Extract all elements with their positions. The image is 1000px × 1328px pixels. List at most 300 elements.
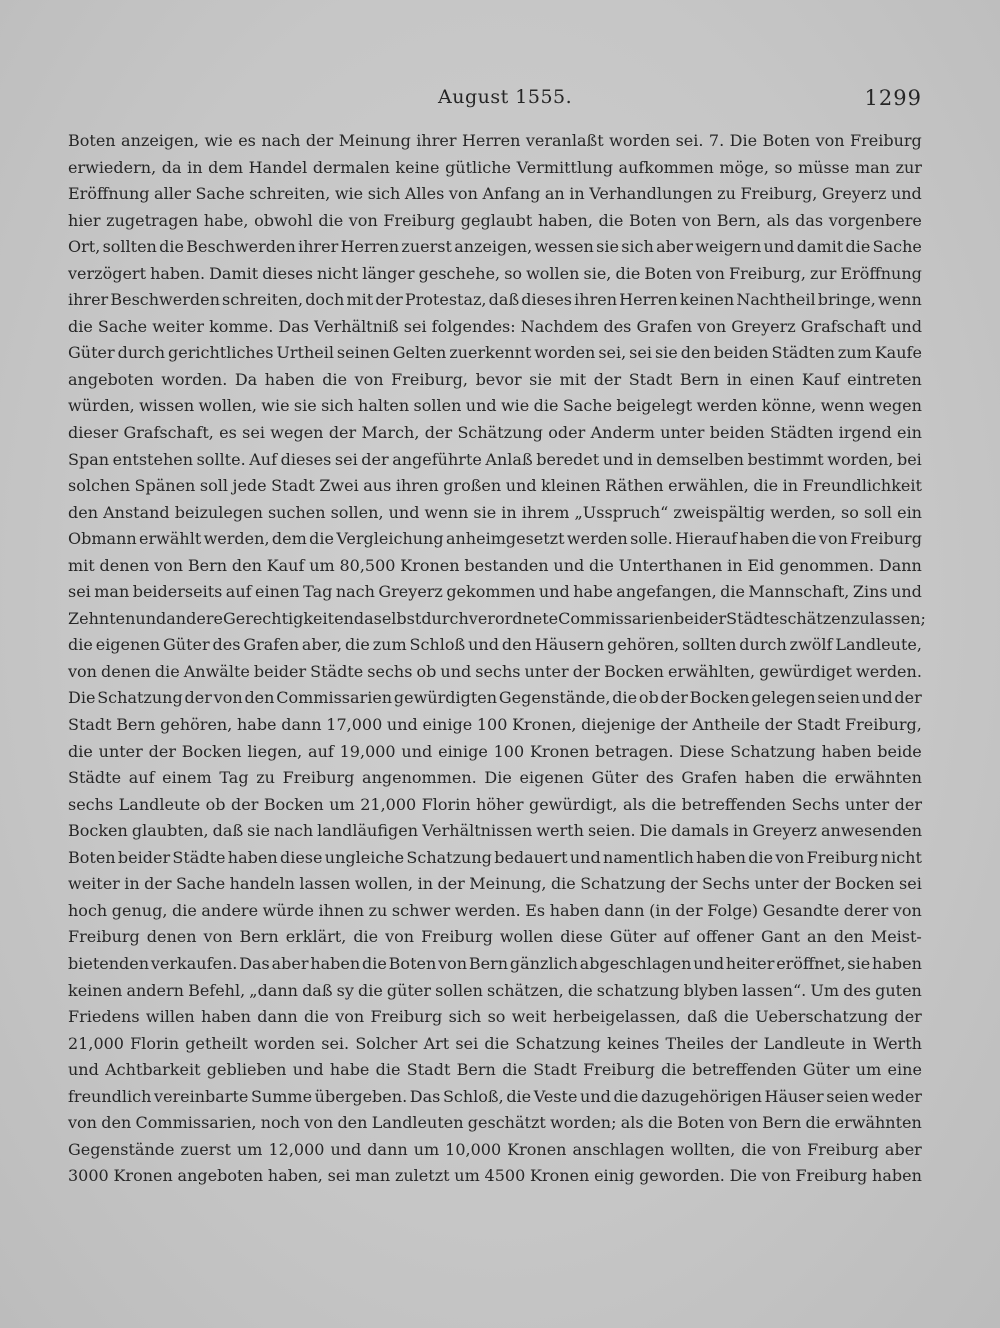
word: zweispältig bbox=[673, 502, 765, 522]
word: den bbox=[680, 343, 711, 363]
text-line bbox=[68, 951, 922, 978]
word: und bbox=[505, 476, 537, 496]
word: ein bbox=[897, 502, 922, 522]
word: sich bbox=[321, 396, 354, 416]
word: herbeigelassen, bbox=[552, 1007, 681, 1027]
word: 19,000 bbox=[339, 741, 396, 761]
word: angeboten bbox=[68, 369, 154, 389]
word: um bbox=[454, 1166, 480, 1186]
word: den bbox=[501, 635, 532, 655]
word: unter bbox=[98, 741, 143, 761]
word: sollen bbox=[413, 396, 462, 416]
word: der bbox=[675, 900, 703, 920]
word: Boten bbox=[68, 847, 116, 867]
word: hier bbox=[68, 210, 101, 230]
word: daß bbox=[488, 290, 520, 310]
word: so bbox=[504, 263, 523, 283]
word: Sechs bbox=[701, 874, 750, 894]
word: habe, bbox=[203, 210, 249, 230]
word: 17,000 bbox=[326, 715, 383, 735]
word: und bbox=[693, 953, 725, 973]
word: Sechs bbox=[791, 794, 840, 814]
word: haben bbox=[201, 1007, 251, 1027]
word: die bbox=[748, 847, 774, 867]
word: des bbox=[212, 635, 241, 655]
word: Gant bbox=[760, 927, 800, 947]
word: auf bbox=[225, 582, 252, 602]
word: Kronen bbox=[530, 1166, 590, 1186]
word: sei. bbox=[675, 131, 704, 150]
word: Bocken bbox=[689, 688, 750, 708]
word: ihrer bbox=[68, 290, 109, 310]
word: geworden. bbox=[639, 1166, 725, 1186]
word: angefangen, bbox=[616, 582, 717, 602]
text-line bbox=[68, 287, 922, 314]
word: gewürdiget bbox=[759, 661, 852, 681]
word: namentlich bbox=[603, 847, 694, 867]
word: zuerkennt bbox=[449, 343, 532, 363]
word: derer bbox=[843, 900, 889, 920]
word: Güter bbox=[68, 343, 115, 363]
word: von bbox=[815, 131, 845, 150]
word: eintreten bbox=[847, 369, 922, 389]
word: verzögert bbox=[68, 263, 147, 283]
word: Freiburg bbox=[68, 927, 140, 947]
word: 7. bbox=[708, 131, 725, 150]
word: an bbox=[544, 184, 565, 204]
word: wie bbox=[334, 184, 364, 204]
word: Kronen bbox=[113, 1166, 173, 1186]
word: Freiburg bbox=[583, 1060, 655, 1080]
text-line bbox=[68, 1084, 922, 1111]
word: durch bbox=[421, 608, 469, 628]
word: haben, bbox=[267, 1166, 323, 1186]
word: die bbox=[615, 263, 641, 283]
word: angeführte bbox=[392, 449, 482, 469]
word: und bbox=[891, 316, 922, 336]
word: Güter bbox=[609, 927, 657, 947]
word: sechs bbox=[68, 794, 114, 814]
word: die bbox=[68, 741, 93, 761]
word: jede bbox=[232, 476, 267, 496]
word: sei bbox=[68, 582, 91, 602]
word: anzeigen, bbox=[121, 131, 200, 150]
word: zum bbox=[372, 635, 407, 655]
word: werden. bbox=[454, 900, 521, 920]
word: haben bbox=[549, 900, 600, 920]
word: soll bbox=[863, 502, 893, 522]
word: bedauert bbox=[494, 847, 568, 867]
word: Bern bbox=[239, 927, 279, 947]
word: lassen“. bbox=[742, 980, 807, 1000]
word: wegen bbox=[270, 423, 324, 443]
text-line bbox=[68, 526, 922, 553]
word: haben bbox=[696, 847, 746, 867]
word: worden bbox=[254, 1033, 316, 1053]
word: halten bbox=[358, 396, 410, 416]
word: Gerechtigkeiten bbox=[222, 608, 354, 628]
word: der bbox=[593, 369, 622, 389]
word: Art bbox=[423, 1033, 450, 1053]
word: der bbox=[305, 131, 334, 150]
word: keines bbox=[607, 1033, 660, 1053]
word: Freiburg bbox=[383, 210, 456, 230]
word: 10,000 bbox=[445, 1139, 502, 1159]
word: sy bbox=[336, 980, 354, 1000]
word: sei bbox=[899, 874, 922, 894]
word: ein bbox=[897, 423, 922, 443]
word: Verhandlungen bbox=[589, 184, 713, 204]
word: der bbox=[894, 794, 922, 814]
word: bringe, bbox=[817, 290, 876, 310]
word: „dann bbox=[249, 980, 298, 1000]
word: werden bbox=[566, 529, 628, 549]
word: von bbox=[335, 1007, 365, 1027]
word: anzeigen, bbox=[454, 237, 533, 257]
word: die bbox=[802, 768, 828, 788]
word: Freiburg, bbox=[844, 715, 922, 735]
word: Verhältnissen bbox=[422, 821, 533, 841]
word: gütliche bbox=[445, 157, 512, 177]
word: folgendes: bbox=[431, 316, 516, 336]
word: von bbox=[772, 1139, 802, 1159]
word: unter bbox=[844, 794, 890, 814]
word: dieser bbox=[68, 423, 119, 443]
word: Boten bbox=[388, 953, 437, 973]
word: 12,000 bbox=[268, 1139, 325, 1159]
word: liegen, bbox=[247, 741, 303, 761]
word: Bocken bbox=[604, 661, 664, 681]
word: zuerst bbox=[401, 237, 452, 257]
word: und bbox=[468, 635, 499, 655]
word: Gesandte bbox=[762, 900, 840, 920]
word: von bbox=[728, 1113, 758, 1133]
word: in bbox=[726, 369, 743, 389]
word: blyben bbox=[683, 980, 739, 1000]
word: zugetragen bbox=[106, 210, 199, 230]
word: die bbox=[651, 794, 677, 814]
word: die bbox=[322, 369, 348, 389]
word: vereinbarte bbox=[154, 1086, 249, 1106]
word: einen bbox=[749, 369, 795, 389]
word: man bbox=[94, 582, 130, 602]
word: der bbox=[764, 715, 793, 735]
word: Freiburg bbox=[850, 131, 922, 150]
word: ob bbox=[416, 661, 437, 681]
word: demselben bbox=[656, 449, 744, 469]
word: haben bbox=[227, 847, 278, 867]
word: haben bbox=[739, 529, 790, 549]
word: schwer bbox=[391, 900, 451, 920]
word: man bbox=[355, 1166, 391, 1186]
text-line bbox=[68, 1031, 922, 1058]
word: Bern bbox=[762, 1113, 802, 1133]
word: Güter bbox=[162, 635, 210, 655]
word: weder bbox=[871, 1086, 922, 1106]
word: Schatzung bbox=[580, 874, 666, 894]
word: Freiburg bbox=[795, 1166, 868, 1186]
text-line bbox=[68, 685, 922, 712]
word: Schatzung bbox=[515, 1033, 601, 1053]
word: weit bbox=[511, 1007, 547, 1027]
word: Eröffnung bbox=[68, 184, 150, 204]
word: und bbox=[890, 184, 922, 204]
word: Urtheil bbox=[276, 343, 334, 363]
word: die bbox=[613, 1086, 639, 1106]
word: sechs bbox=[475, 661, 521, 681]
word: aber, bbox=[301, 635, 343, 655]
word: Herren bbox=[619, 290, 678, 310]
word: gehören, bbox=[607, 635, 680, 655]
word: handeln bbox=[229, 874, 295, 894]
word: der bbox=[670, 874, 698, 894]
word: damit bbox=[796, 237, 844, 257]
word: Alles bbox=[404, 184, 445, 204]
word: eine bbox=[887, 1060, 922, 1080]
word: betragen. bbox=[595, 741, 674, 761]
word: angenommen. bbox=[362, 768, 477, 788]
word: die bbox=[598, 210, 624, 230]
word: Protestaz, bbox=[404, 290, 487, 310]
word: es bbox=[219, 423, 237, 443]
text-line bbox=[68, 128, 922, 155]
word: Eid bbox=[747, 555, 775, 575]
word: vorgenbere bbox=[828, 210, 922, 230]
word: Greyerz bbox=[821, 184, 887, 204]
word: Stadt bbox=[533, 1060, 577, 1080]
word: der bbox=[660, 715, 688, 735]
word: Stadt bbox=[68, 715, 112, 735]
word: wollen, bbox=[198, 396, 257, 416]
word: nicht bbox=[880, 847, 922, 867]
word: keinen bbox=[679, 290, 735, 310]
word: schätzen, bbox=[487, 980, 564, 1000]
word: der bbox=[894, 688, 922, 708]
word: die bbox=[345, 635, 370, 655]
word: gänzlich bbox=[509, 953, 578, 973]
word: sollte. bbox=[196, 449, 246, 469]
word: beider bbox=[673, 608, 727, 628]
word: Schatzung bbox=[730, 741, 816, 761]
word: würde bbox=[262, 900, 314, 920]
word: solle. bbox=[630, 529, 673, 549]
word: Grafen bbox=[243, 635, 299, 655]
text-line bbox=[68, 261, 922, 288]
word: Sache bbox=[872, 237, 922, 257]
text-line bbox=[68, 792, 922, 819]
word: Nachdem bbox=[520, 316, 599, 336]
word: Güter bbox=[591, 768, 639, 788]
word: unter bbox=[524, 661, 569, 681]
word: und bbox=[569, 847, 601, 867]
word: und bbox=[891, 582, 922, 602]
word: von bbox=[213, 688, 243, 708]
word: Stadt bbox=[406, 1060, 451, 1080]
word: sei bbox=[455, 1033, 479, 1053]
word: sie bbox=[529, 369, 552, 389]
word: Vermittlung bbox=[516, 157, 613, 177]
word: der bbox=[184, 688, 212, 708]
word: der bbox=[361, 449, 389, 469]
word: geschehe, bbox=[418, 263, 501, 283]
word: haben bbox=[821, 741, 872, 761]
word: damals bbox=[671, 821, 729, 841]
word: schreiten, bbox=[222, 290, 304, 310]
word: sollten bbox=[102, 237, 157, 257]
word: großen bbox=[443, 476, 502, 496]
text-line bbox=[68, 367, 922, 394]
word: höher bbox=[476, 794, 524, 814]
word: gewürdigten bbox=[393, 688, 498, 708]
word: daß bbox=[687, 1007, 718, 1027]
word: Greyerz bbox=[752, 821, 817, 841]
text-line bbox=[68, 818, 922, 845]
text-line bbox=[68, 845, 922, 872]
word: um bbox=[855, 1060, 882, 1080]
word: bietenden bbox=[68, 953, 150, 973]
word: dermalen bbox=[312, 157, 390, 177]
word: genug, bbox=[111, 900, 168, 920]
word: obwohl bbox=[254, 210, 313, 230]
word: ob bbox=[638, 688, 659, 708]
word: des bbox=[645, 768, 674, 788]
word: Boten bbox=[762, 131, 811, 150]
word: Das bbox=[409, 1086, 441, 1106]
word: einig bbox=[594, 1166, 635, 1186]
word: entstehen bbox=[112, 449, 194, 469]
word: Bern bbox=[116, 715, 156, 735]
word: lassen; bbox=[869, 608, 926, 628]
word: wenn bbox=[878, 290, 922, 310]
word: die bbox=[791, 529, 817, 549]
word: Freiburg bbox=[850, 529, 922, 549]
word: Anstand bbox=[103, 502, 170, 522]
word: 100 bbox=[493, 741, 525, 761]
word: von bbox=[438, 953, 468, 973]
word: Hierauf bbox=[675, 529, 738, 549]
word: Freundlichkeit bbox=[802, 476, 922, 496]
word: ihren bbox=[574, 290, 618, 310]
word: die bbox=[661, 1060, 686, 1080]
word: an bbox=[806, 927, 827, 947]
word: güter bbox=[386, 980, 431, 1000]
word: in bbox=[124, 874, 140, 894]
word: Greyerz bbox=[731, 316, 796, 336]
word: Stadt bbox=[796, 715, 841, 735]
word: zwölf bbox=[789, 635, 833, 655]
word: sei bbox=[629, 343, 652, 363]
text-line bbox=[68, 155, 922, 182]
word: in bbox=[851, 1033, 867, 1053]
text-line bbox=[68, 340, 922, 367]
word: sie, bbox=[583, 263, 612, 283]
word: doch bbox=[305, 290, 345, 310]
word: 21,000 bbox=[360, 794, 417, 814]
word: haben, bbox=[537, 210, 593, 230]
word: auf bbox=[128, 768, 155, 788]
word: Eröffnung bbox=[840, 263, 922, 283]
text-line bbox=[68, 579, 922, 606]
word: Freiburg bbox=[282, 768, 355, 788]
word: sei, bbox=[598, 343, 627, 363]
word: Tag bbox=[219, 768, 249, 788]
word: die bbox=[159, 237, 184, 257]
word: Bocken bbox=[68, 821, 128, 841]
word: Friedens bbox=[68, 1007, 140, 1027]
word: Werth bbox=[872, 1033, 922, 1053]
word: wollen bbox=[526, 263, 580, 283]
word: werden bbox=[696, 396, 758, 416]
word: haben bbox=[744, 768, 795, 788]
word: mit bbox=[346, 290, 374, 310]
word: wollen bbox=[499, 927, 554, 947]
word: sollen bbox=[435, 980, 483, 1000]
word: wissen bbox=[139, 396, 195, 416]
word: eigenen bbox=[519, 768, 584, 788]
word: keinen bbox=[68, 980, 123, 1000]
word: 21,000 bbox=[68, 1033, 124, 1053]
word: weiter bbox=[152, 316, 205, 336]
word: in bbox=[782, 476, 799, 496]
word: andere bbox=[201, 900, 259, 920]
word: sei bbox=[334, 449, 358, 469]
word: wessen bbox=[534, 237, 594, 257]
word: als bbox=[620, 1113, 644, 1133]
word: oder bbox=[548, 423, 586, 443]
word: gewürdigt, bbox=[528, 794, 618, 814]
word: Schatzung bbox=[406, 847, 492, 867]
word: Summe bbox=[250, 1086, 313, 1106]
word: Zwei bbox=[319, 476, 359, 496]
word: und bbox=[330, 1139, 362, 1159]
text-line bbox=[68, 234, 922, 261]
word: den bbox=[231, 555, 262, 575]
word: worden bbox=[534, 343, 596, 363]
word: Sache bbox=[195, 184, 245, 204]
word: seien bbox=[817, 688, 860, 708]
word: sich bbox=[367, 184, 401, 204]
word: dem bbox=[208, 157, 244, 177]
word: aller bbox=[154, 184, 191, 204]
word: gerichtliches bbox=[168, 343, 274, 363]
text-line bbox=[68, 1004, 922, 1031]
text-line bbox=[68, 739, 922, 766]
word: Ueberschatzung bbox=[755, 1007, 889, 1027]
word: dieses bbox=[521, 290, 573, 310]
word: die bbox=[506, 1086, 532, 1106]
word: dem bbox=[271, 529, 307, 549]
word: nach bbox=[261, 131, 301, 150]
word: „Usspruch“ bbox=[574, 502, 669, 522]
word: wie bbox=[204, 131, 233, 150]
word: haben bbox=[872, 1166, 922, 1186]
word: schätzen bbox=[779, 608, 851, 628]
word: und bbox=[135, 608, 167, 628]
word: von bbox=[818, 529, 848, 549]
word: der bbox=[437, 874, 465, 894]
word: dazugehörigen bbox=[640, 1086, 762, 1106]
word: landläufigen bbox=[317, 821, 419, 841]
word: worden; bbox=[550, 1113, 617, 1133]
word: Florin bbox=[130, 1033, 180, 1053]
word: die bbox=[353, 927, 379, 947]
word: würden, bbox=[68, 396, 135, 416]
word: Tag bbox=[303, 582, 333, 602]
word: Herren bbox=[340, 237, 400, 257]
word: Ort, bbox=[68, 237, 101, 257]
word: Die bbox=[484, 768, 512, 788]
word: Beschwerden bbox=[186, 237, 296, 257]
